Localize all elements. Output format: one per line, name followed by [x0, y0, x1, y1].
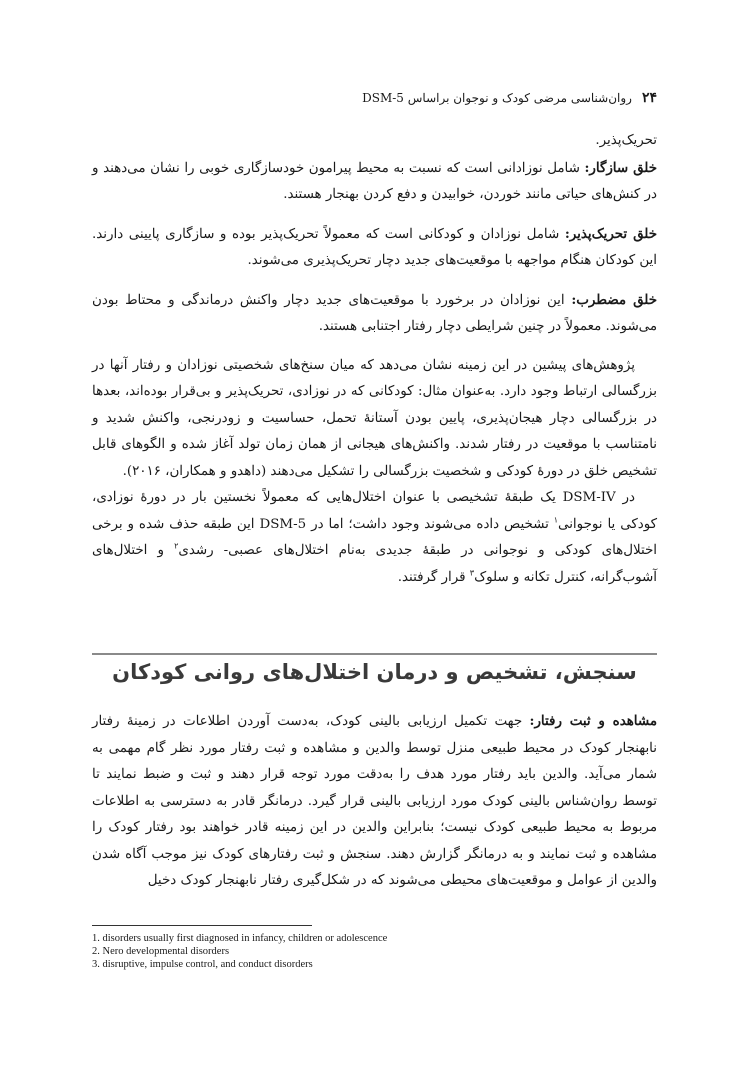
term-definition: این نوزادان در برخورد با موقعیت‌های جدید دچار واکنش درماندگی و محتاط بودن می‌شوند. معمولاً در چنین شرایطی دچار رفتار اجتنابی هستند. [92, 292, 657, 334]
term-definition: شامل نوزادان و کودکانی است که معمولاً تحریک‌پذیر بوده و سازگاری پایینی دارند. این کودکان هنگام مواجهه با موقعیت‌های جدید دچار تحریک‌پذیری می‌شوند. [92, 226, 657, 268]
section-heading: سنجش، تشخیص و درمان اختلال‌های روانی کودکان [112, 660, 637, 684]
footnotes [92, 932, 657, 971]
footnote-ref: ۲ [174, 541, 179, 551]
footnote-ref: ۱ [553, 515, 559, 525]
continuation-text: تحریک‌پذیر. [595, 133, 657, 148]
running-title: روان‌شناسی مرضی کودک و نوجوان براساس DSM-5 [362, 91, 632, 105]
footnote-item: 2. Nero developmental disorders [92, 946, 230, 957]
term-label: خلق مضطرب: [571, 291, 658, 308]
dsm-text-part: در DSM-IV یک طبقهٔ تشخیصی با عنوان اختلال‌هایی که معمولاً نخستین بار در دورهٔ نوزادی، کودکی یا نوجوانی [92, 490, 657, 532]
dsm-text-part: و اختلال‌های آشوب‌گرانه، کنترل تکانه و سلوک [92, 543, 657, 585]
running-header [92, 90, 657, 112]
book-page [92, 0, 657, 1080]
observation-paragraph [92, 708, 657, 895]
observation-text: جهت تکمیل ارزیابی بالینی کودک، به‌دست آوردن اطلاعات در زمینهٔ رفتار نابهنجار کودک در محیط طبیعی منزل توسط والدین و مشاهده و ثبت رفتار مورد نظر گام مهمی به شمار می‌آید. والدین باید رفتار مورد هدف را به‌دقت مورد توجه قرار دهند و ثبت و ضبط نمایند تا توسط روان‌شناس بالینی کودک مورد ارزیابی بالینی قرار گیرد. درمانگر قادر به دسترسی به اطلاعات مربوط به محیط طبیعی کودک نیست؛ بنابراین والدین در این زمینه قادر خواهند بود رفتار کودک را مشاهده و ثبت نمایند و به درمانگر گزارش دهند. سنجش و ثبت رفتارهای کودک نیز موجب آگاه شدن والدین از عوامل و موقعیت‌های محیطی می‌شوند که در شکل‌گیری رفتار نابهنجار کودک دخیل [92, 714, 657, 888]
dsm-text-part: قرار گرفتند. [397, 569, 470, 585]
footnote-item: 3. disruptive, impulse control, and conduct disorders [92, 959, 313, 970]
footnote-divider [92, 925, 312, 926]
section-body [92, 708, 657, 895]
footnote-item: 1. disorders usually first diagnosed in infancy, children or adolescence [92, 933, 388, 944]
body-text [92, 128, 657, 591]
term-label: مشاهده و ثبت رفتار: [529, 713, 657, 729]
footnote-ref: ۳ [469, 568, 475, 578]
term-label: خلق سازگار: [584, 159, 657, 176]
term-label: خلق تحریک‌پذیر: [564, 225, 657, 242]
term-definition: شامل نوزادانی است که نسبت به محیط پیرامون خودسازگاری خوبی را نشان می‌دهند و در کنش‌های حیاتی مانند خوردن، خوابیدن و دفع کردن بهنجار هستند. [92, 160, 657, 202]
dsm-paragraph [92, 485, 657, 591]
dsm-text-part: تشخیص داده می‌شوند وجود داشت؛ اما در DSM-5 این طبقه حذف شده و برخی اختلال‌های کودکی و نوجوانی در طبقهٔ جدیدی به‌نام اختلال‌های عصبی- رشدی [92, 516, 657, 558]
temperament-anxious [92, 287, 657, 341]
research-paragraph: پژوهش‌های پیشین در این زمینه نشان می‌دهد که میان سنخ‌های شخصیتی نوزادان و رفتار آنها در بزرگسالی ارتباط وجود دارد. به‌عنوان مثال: کودکانی که در نوزادی، تحریک‌پذیر و بی‌قرار بوده‌اند، بعدها در بزرگسالی دچار هیجان‌پذیری، پایین بودن آستانهٔ تحمل، حساسیت و زودرنجی، واکنش شدید و نامتناسب با موقعیت در رفتار شدند. واکنش‌های هیجانی از همان زمان تولد آغاز شده و الگوهای قابل تشخیص خلق در دورهٔ کودکی و شخصیت بزرگسالی را تشکیل می‌دهند (داهدو و همکاران، ۲۰۱۶). [92, 357, 657, 479]
temperament-irritable [92, 221, 657, 275]
page-number: ۲۴ [641, 90, 657, 106]
section-divider [92, 653, 657, 655]
temperament-easy [92, 155, 657, 209]
